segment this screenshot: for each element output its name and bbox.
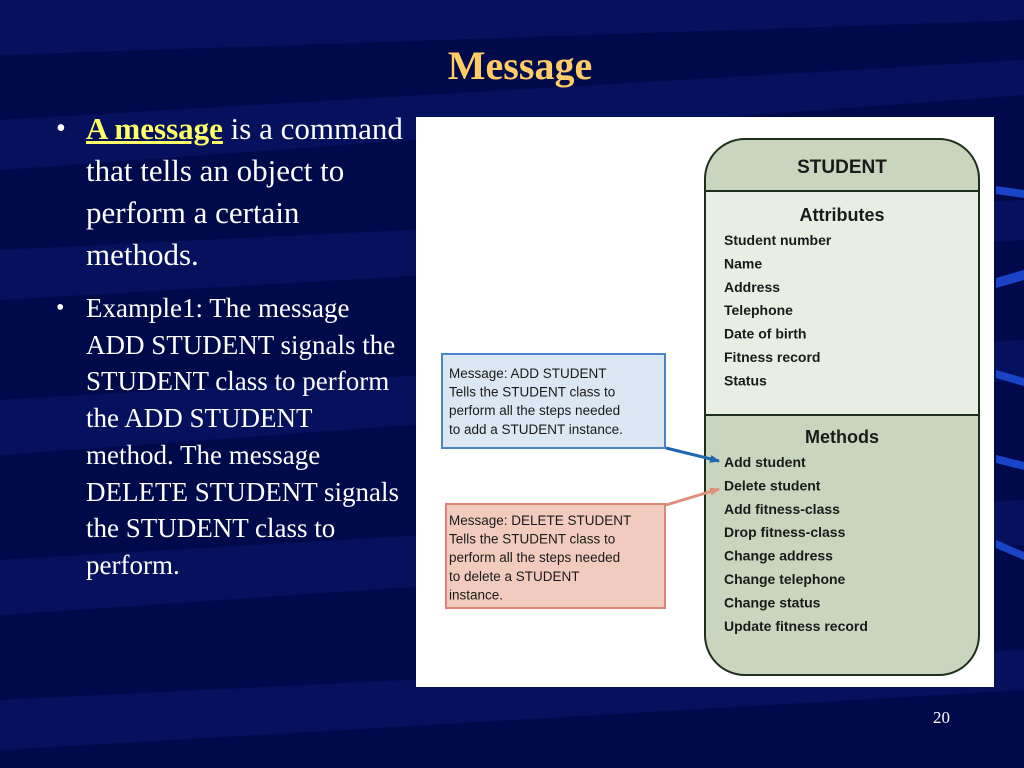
delete-message-line: perform all the steps needed: [449, 550, 621, 566]
add-message-line: Message: ADD STUDENT: [449, 366, 607, 381]
bullet-list: [46, 108, 406, 584]
attribute-item: Fitness record: [724, 349, 821, 365]
bullet-dot-icon: •: [56, 113, 66, 144]
bullet-example: [46, 290, 406, 584]
slide-title: Message: [447, 43, 593, 88]
class-name: STUDENT: [797, 157, 887, 178]
delete-message-line: Tells the STUDENT class to: [449, 531, 616, 547]
method-item: Change address: [724, 547, 833, 564]
delete-student-message-box: [446, 504, 665, 608]
diagram-canvas: [416, 117, 994, 687]
delete-message-line: instance.: [449, 587, 504, 603]
add-student-message-box: [442, 354, 665, 448]
method-item: Add fitness-class: [724, 500, 840, 517]
attribute-item: Student number: [724, 232, 832, 248]
add-message-line: Tells the STUDENT class to: [449, 384, 616, 400]
delete-message-line: Message: DELETE STUDENT: [449, 513, 632, 528]
method-item: Drop fitness-class: [724, 524, 846, 541]
attribute-item: Status: [724, 372, 767, 389]
attributes-header: Attributes: [799, 205, 885, 225]
method-item: Update fitness record: [724, 617, 868, 634]
attribute-item: Address: [724, 278, 781, 295]
method-item: Change telephone: [724, 571, 846, 587]
method-item: Delete student: [724, 477, 821, 494]
method-item: Change status: [724, 594, 821, 611]
bullet-message-definition: [46, 108, 406, 276]
add-message-line: to add a STUDENT instance.: [449, 421, 623, 437]
method-item: Add student: [724, 454, 806, 470]
bullet-2-text: Example1: The message ADD STUDENT signals the STUDENT class to perform the ADD STUDENT method. The message DELETE STUDENT signals the STUDENT class to perform.: [86, 293, 399, 580]
keyword-a-message: A message: [86, 111, 223, 146]
methods-header: Methods: [805, 427, 879, 447]
bullet-1-text: is a command that tells an object to perform a certain methods.: [86, 111, 403, 272]
slide-number: 20: [933, 708, 950, 727]
attribute-item: Name: [724, 255, 763, 272]
attribute-item: Telephone: [724, 302, 793, 319]
delete-message-line: to delete a STUDENT: [449, 568, 580, 584]
bullet-dot-icon: •: [56, 295, 65, 321]
add-message-line: perform all the steps needed: [449, 403, 621, 419]
student-class-diagram: [416, 117, 994, 687]
attribute-item: Date of birth: [724, 325, 807, 342]
